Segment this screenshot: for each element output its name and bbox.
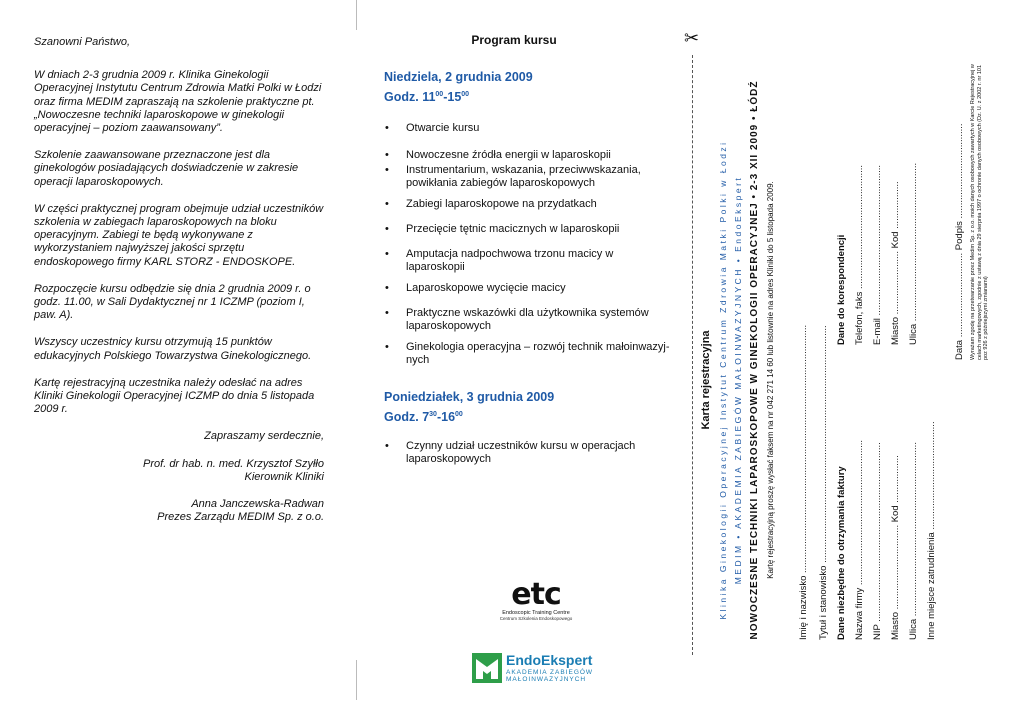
etc-logo-subtitle-pl: Centrum Szkolenia Endoskopowego: [499, 616, 573, 621]
consent-text: Wyrażam zgodę na przetwarzanie przez Medim Sp. z o.o. moich danych osobowych zawartych w Karcie Rejestracyjnej w celach marketingowych, zgodnie z ustawą z dnia 29 sierpnia 1997 o ochronie danych osobowych (Dz. U. z 2002 r. nr 101 poz 926 z późniejszymi zmianami): [970, 64, 989, 360]
fold-line-top: [356, 0, 357, 30]
day2-heading: Poniedziałek, 3 grudnia 2009: [384, 390, 555, 405]
list-item: • Ginekologia operacyjna – rozwój technik małoinwazyj-nych: [384, 341, 674, 367]
list-item: • Zabiegi laparoskopowe na przydatkach: [384, 198, 674, 211]
scissors-icon: ✂: [684, 28, 700, 48]
letter-closing: Zapraszamy serdecznie,: [204, 430, 324, 443]
company-field[interactable]: Nazwa firmy .......................................................: [854, 439, 865, 640]
list-item: • Przecięcie tętnic macicznych w laparoskopii: [384, 223, 674, 236]
day1-time: Godz. $11^{00}-15^{00}$: [384, 90, 470, 105]
signature-role: Prezes Zarządu MEDIM Sp. z o.o.: [157, 511, 324, 524]
correspondence-heading: Dane do korespondencji: [836, 234, 847, 345]
letter-paragraph: W dniach 2-3 grudnia 2009 r. Klinika Ginekologii Operacyjnej Instytutu Centrum Zdrowia Matki Polki w Łodzi oraz firma MEDIM zapraszają na szkolenie praktyczne pt. „Nowoczesne techniki laparoskopowe w ginekologii operacyjnej – poziom zaawansowany”.: [34, 69, 322, 135]
letter-paragraph: Rozpoczęcie kursu odbędzie się dnia 2 grudnia 2009 r. o godz. 11.00, w Sali Dydaktycznej nr 1 ICZMP (poziom I, paw. A).: [34, 282, 311, 322]
cut-line: [692, 55, 693, 655]
fold-line-bottom: [356, 660, 357, 700]
city-field-2[interactable]: Miasto ........................ Kod ..................: [890, 181, 901, 345]
name-field[interactable]: Imię i nazwisko ..............................................................................................: [798, 324, 809, 640]
signature-role: Kierownik Kliniki: [244, 470, 324, 483]
list-item: • Amputacja nadpochwowa trzonu macicy w laparoskopii: [384, 248, 674, 274]
letter-paragraph: Szkolenie zaawansowane przeznaczone jest dla ginekologów posiadających doświadczenie w zakresie operacji laparoskopowych.: [34, 149, 299, 188]
program-panel: [384, 34, 674, 474]
card-title: Karta rejestracyjna: [700, 330, 712, 430]
list-item: • Laparoskopowe wycięcie macicy: [384, 282, 674, 295]
list-item: • Nowoczesne źródła energii w laparoskopii: [384, 149, 674, 162]
day2-time: Godz. $7^{30}-16^{00}$: [384, 410, 463, 425]
street-field[interactable]: Ulica ..................................................................: [908, 442, 919, 640]
phone-field[interactable]: Telefon, faks ...............................................: [854, 164, 865, 345]
signature-name: Prof. dr hab. n. med. Krzysztof Szyłło: [143, 457, 324, 470]
workplace-field[interactable]: Inne miejsce zatrudnienia .........................................: [926, 421, 937, 640]
email-field[interactable]: E-mail .........................................................: [872, 164, 883, 345]
program-title: Program kursu: [471, 33, 557, 47]
street-field-2[interactable]: Ulica ............................................................: [908, 162, 919, 345]
letter-panel: [34, 36, 324, 524]
nip-field[interactable]: NIP ....................................................................: [872, 442, 883, 640]
letter-paragraph: Wszyscy uczestnicy kursu otrzymują 15 punktów edukacyjnych Polskiego Towarzystwa Ginekologicznego.: [34, 336, 312, 362]
invoice-heading: Dane niezbędne do otrzymania faktury: [836, 466, 847, 640]
card-organizers: MEDIM • AKADEMIA ZABIEGÓW MAŁOINWAZYJNYCH • EndoEkspert: [733, 175, 743, 585]
day1-list: [384, 122, 674, 367]
letter-paragraph: Kartę rejestracyjną uczestnika należy odesłać na adres Kliniki Ginekologii Operacyjnej ICZMP do dnia 5 listopada 2009 r.: [34, 376, 315, 416]
list-item: • Praktyczne wskazówki dla użytkownika systemów laparoskopowych: [384, 307, 674, 333]
card-instructions: Kartę rejestracyjną proszę wysłać faksem na nr 042 271 14 60 lub listownie na adres Kliniki do 5 listopada 2009.: [766, 181, 775, 579]
day2-list: [384, 440, 674, 466]
letter-paragraph: W części praktycznej program obejmuje udział uczestników szkolenia w zabiegach laparoskopowych na bloku operacyjnym. Zabiegi te będą wykonywane z wykorzystaniem najwyższej jakości sprzętu endoskopowego firmy KARL STORZ - ENDOSKOPE.: [34, 202, 324, 268]
city-field[interactable]: Miasto ................................ Kod ..................: [890, 455, 901, 640]
list-item: • Instrumentarium, wskazania, przeciwwskazania, powikłania zabiegów laparoskopowych: [384, 164, 674, 190]
registration-card: [700, 40, 1000, 680]
endoekspert-logo: [472, 650, 602, 688]
card-course-title: NOWOCZESNE TECHNIKI LAPAROSKOPOWE W GINEKOLOGII OPERACYJNEJ • 2-3 XII 2009 • ŁÓDŹ: [749, 80, 760, 640]
etc-logo-text: etc: [511, 577, 561, 612]
endoekspert-subtitle: AKADEMIA ZABIEGÓW MAŁOINWAZYJNYCH: [506, 669, 594, 683]
letter-greeting: Szanowni Państwo,: [34, 36, 130, 48]
endoekspert-mark-icon: [472, 653, 502, 683]
etc-logo-subtitle: Endoscopic Training Centre: [502, 610, 570, 616]
signature-name: Anna Janczewska-Radwan: [191, 498, 324, 511]
etc-logo: [496, 577, 576, 621]
day1-heading: Niedziela, 2 grudnia 2009: [384, 70, 533, 84]
card-institution: Klinika Ginekologii Operacyjnej Instytut Centrum Zdrowia Matki Polki w Łodzi: [718, 140, 728, 620]
endoekspert-name: EndoEkspert: [506, 652, 593, 668]
title-field[interactable]: Tytuł i stanowisko ..........................................................................................: [818, 325, 829, 640]
list-item: • Czynny udział uczestników kursu w operacjach laparoskopowych: [384, 440, 674, 466]
date-signature-field[interactable]: Data ................................ Podpis ....................................: [954, 123, 965, 360]
list-item: • Otwarcie kursu: [384, 122, 674, 135]
